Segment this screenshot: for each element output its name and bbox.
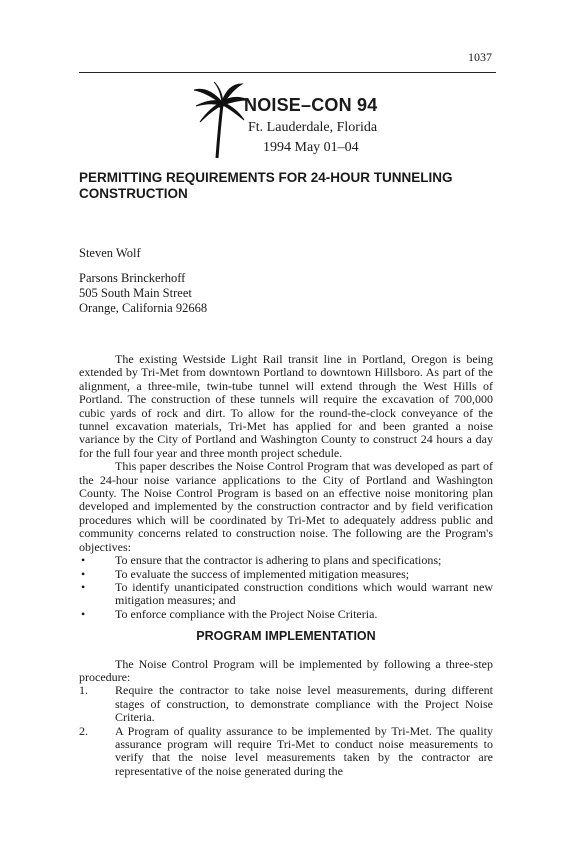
list-item	[79, 581, 493, 608]
list-item	[79, 684, 493, 724]
page-number: 1037	[468, 50, 492, 64]
list-item-text: To ensure that the contractor is adhering to plans and specifications;	[115, 553, 442, 568]
affiliation-line: 505 South Main Street	[79, 286, 192, 300]
bullet-icon: •	[81, 553, 86, 568]
list-item	[79, 554, 493, 567]
affiliation-line: Parsons Brinckerhoff	[79, 271, 186, 285]
bullet-icon: •	[81, 566, 86, 581]
author-affiliation	[79, 271, 207, 316]
section-heading: PROGRAM IMPLEMENTATION	[196, 629, 376, 644]
list-item	[79, 725, 493, 779]
affiliation-line: Orange, California 92668	[79, 301, 208, 315]
list-item-text: To enforce compliance with the Project Noise Criteria.	[115, 606, 378, 621]
author-name: Steven Wolf	[79, 246, 141, 260]
conference-date: 1994 May 01–04	[263, 140, 359, 155]
objectives-list	[79, 554, 493, 621]
paragraph: The existing Westside Light Rail transit line in Portland, Oregon is being extended by Tri-Met from downtown Portland to downtown Hillsboro. As part of the alignment, a three-mile, twin-tube tunnel will extend through the West Hills of Portland. The construction of these tunnels will require the excavation of 700,000 cubic yards of rock and dirt. To allow for the round-the-clock conveyance of the tunnel excavation materials, Tri-Met has applied for and been granted a noise variance by the City of Portland and Washington County to construct 24 hours a day for the full four year and three month project schedule.	[79, 352, 493, 460]
conference-location: Ft. Lauderdale, Florida	[248, 120, 378, 135]
bullet-icon: •	[81, 606, 86, 621]
body-text	[79, 353, 493, 778]
list-item-text: To identify unanticipated construction conditions which would warrant new mitigation measures; and	[115, 579, 493, 608]
step-number: 2.	[79, 723, 88, 738]
paper-title: PERMITTING REQUIREMENTS FOR 24-HOUR TUNNELING CONSTRUCTION	[79, 170, 453, 201]
paragraph: This paper describes the Noise Control Program that was developed as part of the 24-hour noise variance applications to the City of Portland and Washington County. The Noise Control Program is based on an effective noise monitoring plan developed and implemented by the construction contractor and by field verification procedures which will be coordinated by Tri-Met to adequately address public and community concerns related to construction noise. The following are the Program's objectives:	[79, 459, 493, 554]
header-rule	[79, 72, 496, 73]
list-item	[79, 608, 493, 621]
list-item-text: Require the contractor to take noise level measurements, during different stages of construction, to demonstrate compliance with the Project Noise Criteria.	[115, 683, 493, 725]
paragraph: The Noise Control Program will be implemented by following a three-step procedure:	[79, 656, 493, 684]
step-number: 1.	[79, 683, 88, 698]
steps-list	[79, 684, 493, 778]
list-item-text: A Program of quality assurance to be implemented by Tri-Met. The quality assurance program will require Tri-Met to conduct noise measurements to verify that the noise level measurements taken by the contractor are representative of the noise generated during the	[115, 723, 493, 778]
list-item-text: To evaluate the success of implemented mitigation measures;	[115, 566, 410, 581]
conference-name: NOISE–CON 94	[244, 95, 378, 115]
list-item	[79, 568, 493, 581]
palm-tree-icon	[192, 80, 248, 160]
bullet-icon: •	[81, 579, 86, 594]
